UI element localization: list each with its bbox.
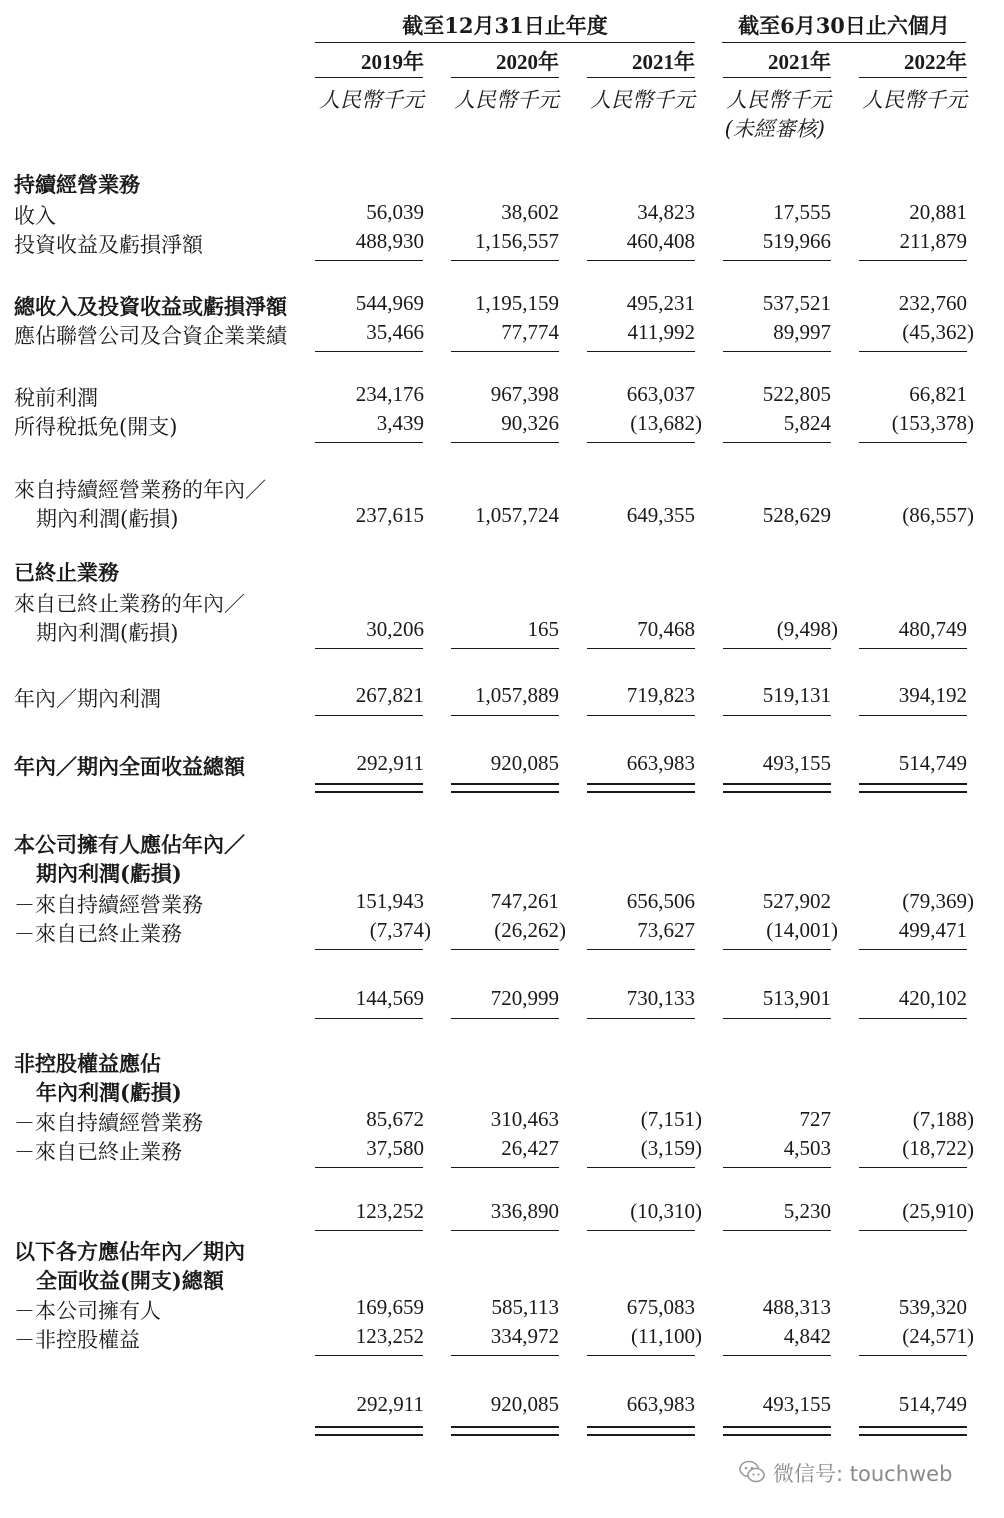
value-cell: 519,131: [762, 683, 831, 707]
value-cell: 85,672: [366, 1107, 424, 1131]
value-cell: 493,155: [762, 1392, 831, 1416]
value-cell: 747,261: [490, 889, 559, 913]
year-header: 2019年: [361, 50, 424, 74]
value-cell: 514,749: [898, 1392, 967, 1416]
unit-label: 人民幣千元: [454, 88, 559, 112]
value-cell: (13,682): [630, 411, 702, 435]
row-label: －非控股權益: [14, 1328, 140, 1352]
subtotal-rule: [451, 1018, 559, 1019]
total-double-rule: [315, 783, 423, 793]
value-cell: 90,326: [501, 411, 559, 435]
value-cell: (153,378): [891, 411, 974, 435]
value-cell: 420,102: [898, 986, 967, 1010]
value-cell: 211,879: [899, 229, 967, 253]
value-cell: 493,155: [762, 751, 831, 775]
value-cell: 38,602: [501, 200, 559, 224]
value-cell: (10,310): [630, 1199, 702, 1223]
row-label: 年內／期內全面收益總額: [14, 754, 245, 779]
value-cell: 66,821: [909, 382, 967, 406]
subtotal-rule: [859, 442, 967, 443]
subtotal-rule: [451, 442, 559, 443]
total-double-rule: [451, 783, 559, 793]
value-cell: 1,195,159: [475, 291, 559, 315]
subtotal-rule: [723, 351, 831, 352]
value-cell: 585,113: [491, 1295, 559, 1319]
value-cell: 1,156,557: [475, 229, 559, 253]
period-underline-annual: [315, 42, 695, 43]
value-cell: 334,972: [490, 1324, 559, 1348]
subtotal-rule: [587, 715, 695, 716]
row-label: 年內／期內利潤: [14, 687, 161, 711]
value-cell: 513,901: [762, 986, 831, 1010]
unit-label: 人民幣千元: [590, 88, 695, 112]
year-underline: [859, 77, 967, 78]
value-cell: 719,823: [626, 683, 695, 707]
value-cell: 480,749: [898, 617, 967, 641]
value-cell: 522,805: [762, 382, 831, 406]
subtotal-rule: [315, 260, 423, 261]
year-header: 2021年: [632, 50, 695, 74]
value-cell: 30,206: [366, 617, 424, 641]
period-underline-half: [722, 42, 966, 43]
subtotal-rule: [315, 1167, 423, 1168]
value-cell: 720,999: [490, 986, 559, 1010]
value-cell: 5,824: [783, 411, 831, 435]
value-cell: 292,911: [356, 751, 424, 775]
row-label-cont: 期內利潤(虧損): [36, 621, 179, 645]
value-cell: (7,151): [640, 1107, 702, 1131]
value-cell: 169,659: [355, 1295, 424, 1319]
unit-label: 人民幣千元: [726, 88, 831, 112]
value-cell: 4,842: [783, 1324, 831, 1348]
value-cell: (9,498): [776, 617, 838, 641]
total-double-rule: [451, 1426, 559, 1436]
subtotal-rule: [723, 949, 831, 950]
wechat-icon: [738, 1458, 766, 1486]
row-label-cont: 期內利潤(虧損): [36, 507, 179, 531]
subtotal-rule: [451, 715, 559, 716]
unit-label: 人民幣千元: [862, 88, 967, 112]
value-cell: 488,313: [762, 1295, 831, 1319]
subtotal-rule: [859, 648, 967, 649]
subtotal-rule: [315, 715, 423, 716]
section-discontinued: 已終止業務: [14, 560, 119, 585]
subtotal-rule: [859, 949, 967, 950]
row-label: 來自已終止業務的年內／: [14, 592, 245, 616]
subtotal-rule: [723, 1230, 831, 1231]
value-cell: 5,230: [783, 1199, 831, 1223]
value-cell: 967,398: [490, 382, 559, 406]
value-cell: 675,083: [626, 1295, 695, 1319]
value-cell: 151,943: [355, 889, 424, 913]
year-underline: [315, 77, 423, 78]
watermark-text: 微信号: touchweb: [773, 1462, 953, 1486]
value-cell: 123,252: [355, 1324, 424, 1348]
subtotal-rule: [859, 1355, 967, 1356]
value-cell: 17,555: [773, 200, 831, 224]
value-cell: (11,100): [631, 1324, 702, 1348]
value-cell: 336,890: [490, 1199, 559, 1223]
subtotal-rule: [315, 442, 423, 443]
year-underline: [587, 77, 695, 78]
subtotal-rule: [451, 1167, 559, 1168]
subtotal-rule: [723, 260, 831, 261]
value-cell: 411,992: [627, 320, 695, 344]
value-cell: 37,580: [366, 1136, 424, 1160]
value-cell: 73,627: [637, 918, 695, 942]
value-cell: 165: [527, 617, 559, 641]
value-cell: 292,911: [356, 1392, 424, 1416]
value-cell: 1,057,889: [475, 683, 559, 707]
value-cell: 267,821: [355, 683, 424, 707]
subtotal-rule: [451, 1355, 559, 1356]
value-cell: 1,057,724: [475, 503, 559, 527]
value-cell: 528,629: [762, 503, 831, 527]
subtotal-rule: [315, 351, 423, 352]
value-cell: 537,521: [762, 291, 831, 315]
value-cell: 920,085: [490, 1392, 559, 1416]
value-cell: (3,159): [640, 1136, 702, 1160]
subtotal-rule: [723, 442, 831, 443]
subtotal-rule: [723, 1355, 831, 1356]
value-cell: 514,749: [898, 751, 967, 775]
period-header-half: 截至6月30日止六個月: [738, 13, 950, 38]
row-label: －來自已終止業務: [14, 922, 182, 946]
value-cell: 519,966: [762, 229, 831, 253]
value-cell: (26,262): [494, 918, 566, 942]
section-tci-attrib-2: 全面收益(開支)總額: [36, 1268, 224, 1293]
value-cell: 460,408: [626, 229, 695, 253]
subtotal-rule: [451, 351, 559, 352]
subtotal-rule: [723, 715, 831, 716]
value-cell: 35,466: [366, 320, 424, 344]
value-cell: 656,506: [626, 889, 695, 913]
subtotal-rule: [315, 1230, 423, 1231]
subtotal-rule: [587, 1355, 695, 1356]
value-cell: 4,503: [783, 1136, 831, 1160]
value-cell: 730,133: [626, 986, 695, 1010]
value-cell: 920,085: [490, 751, 559, 775]
subtotal-rule: [315, 949, 423, 950]
value-cell: 663,037: [626, 382, 695, 406]
value-cell: 232,760: [898, 291, 967, 315]
row-label: －來自已終止業務: [14, 1140, 182, 1164]
row-label: 稅前利潤: [14, 386, 98, 410]
value-cell: (7,374): [369, 918, 431, 942]
value-cell: 663,983: [626, 751, 695, 775]
total-double-rule: [315, 1426, 423, 1436]
year-header: 2020年: [496, 50, 559, 74]
value-cell: 234,176: [355, 382, 424, 406]
subtotal-rule: [451, 648, 559, 649]
row-label: 收入: [14, 204, 56, 228]
total-double-rule: [859, 1426, 967, 1436]
value-cell: 70,468: [637, 617, 695, 641]
year-header: 2021年: [768, 50, 831, 74]
subtotal-rule: [859, 715, 967, 716]
section-nci-profit: 非控股權益應佔: [14, 1051, 161, 1076]
value-cell: (24,571): [902, 1324, 974, 1348]
row-label: 總收入及投資收益或虧損淨額: [14, 294, 287, 319]
unit-label: 人民幣千元: [319, 88, 424, 112]
subtotal-rule: [451, 949, 559, 950]
period-header-annual: 截至12月31日止年度: [402, 13, 608, 38]
subtotal-rule: [723, 1167, 831, 1168]
value-cell: 26,427: [501, 1136, 559, 1160]
subtotal-rule: [859, 1230, 967, 1231]
value-cell: 144,569: [355, 986, 424, 1010]
value-cell: 237,615: [355, 503, 424, 527]
value-cell: (86,557): [902, 503, 974, 527]
value-cell: 499,471: [898, 918, 967, 942]
subtotal-rule: [315, 1355, 423, 1356]
subtotal-rule: [451, 260, 559, 261]
value-cell: (79,369): [902, 889, 974, 913]
row-label: 所得稅抵免(開支): [14, 415, 178, 439]
total-double-rule: [859, 783, 967, 793]
row-label: 投資收益及虧損淨額: [14, 233, 203, 257]
value-cell: 20,881: [909, 200, 967, 224]
value-cell: 727: [799, 1107, 831, 1131]
subtotal-rule: [723, 648, 831, 649]
value-cell: 495,231: [626, 291, 695, 315]
value-cell: 3,439: [376, 411, 424, 435]
section-continuing: 持續經營業務: [14, 172, 140, 197]
subtotal-rule: [859, 1167, 967, 1168]
subtotal-rule: [859, 260, 967, 261]
year-underline: [723, 77, 831, 78]
row-label: －本公司擁有人: [14, 1299, 161, 1323]
value-cell: 527,902: [762, 889, 831, 913]
value-cell: 544,969: [355, 291, 424, 315]
section-nci-profit-2: 年內利潤(虧損): [36, 1080, 182, 1105]
value-cell: 56,039: [366, 200, 424, 224]
value-cell: 663,983: [626, 1392, 695, 1416]
section-owners-profit-2: 期內利潤(虧損): [36, 861, 182, 886]
subtotal-rule: [587, 1167, 695, 1168]
row-label: －來自持續經營業務: [14, 1111, 203, 1135]
value-cell: 539,320: [898, 1295, 967, 1319]
row-label: 應佔聯營公司及合資企業業績: [14, 324, 287, 348]
value-cell: 77,774: [501, 320, 559, 344]
subtotal-rule: [859, 351, 967, 352]
value-cell: (14,001): [766, 918, 838, 942]
subtotal-rule: [587, 648, 695, 649]
total-double-rule: [723, 783, 831, 793]
section-tci-attrib: 以下各方應佔年內／期內: [14, 1239, 245, 1264]
value-cell: 394,192: [898, 683, 967, 707]
value-cell: (45,362): [902, 320, 974, 344]
value-cell: (18,722): [902, 1136, 974, 1160]
value-cell: 34,823: [637, 200, 695, 224]
subtotal-rule: [315, 648, 423, 649]
subtotal-rule: [587, 442, 695, 443]
subtotal-rule: [451, 1230, 559, 1231]
subtotal-rule: [859, 1018, 967, 1019]
row-label: 來自持續經營業務的年內／: [14, 478, 266, 502]
total-double-rule: [587, 1426, 695, 1436]
subtotal-rule: [315, 1018, 423, 1019]
value-cell: 89,997: [773, 320, 831, 344]
unaudited-note: (未經審核): [724, 117, 825, 141]
section-owners-profit: 本公司擁有人應佔年內／: [14, 832, 245, 857]
subtotal-rule: [587, 260, 695, 261]
year-header: 2022年: [904, 50, 967, 74]
year-underline: [451, 77, 559, 78]
total-double-rule: [723, 1426, 831, 1436]
value-cell: 123,252: [355, 1199, 424, 1223]
value-cell: 488,930: [355, 229, 424, 253]
value-cell: (25,910): [902, 1199, 974, 1223]
subtotal-rule: [587, 949, 695, 950]
total-double-rule: [587, 783, 695, 793]
subtotal-rule: [587, 1230, 695, 1231]
value-cell: (7,188): [912, 1107, 974, 1131]
row-label: －來自持續經營業務: [14, 893, 203, 917]
value-cell: 310,463: [490, 1107, 559, 1131]
subtotal-rule: [587, 1018, 695, 1019]
subtotal-rule: [587, 351, 695, 352]
subtotal-rule: [723, 1018, 831, 1019]
value-cell: 649,355: [626, 503, 695, 527]
